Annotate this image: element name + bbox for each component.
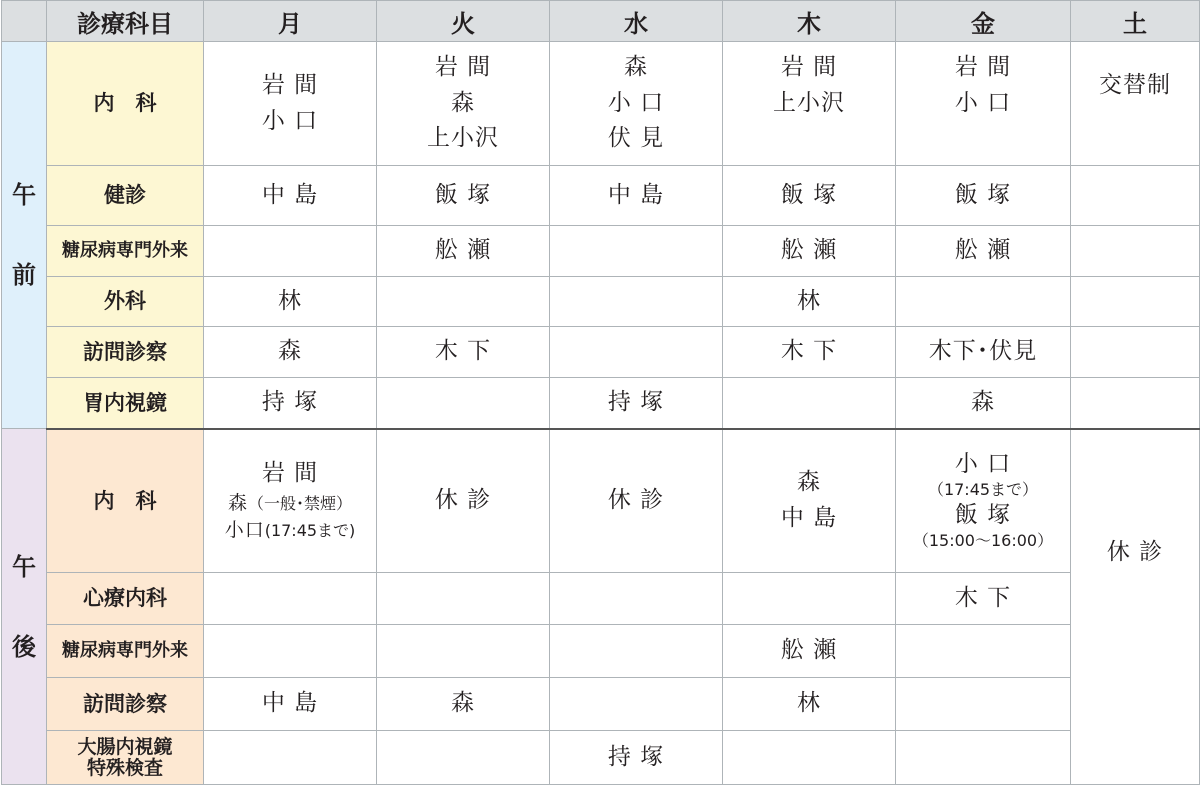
am-naika-sat: 交替制 — [1071, 42, 1200, 166]
am-homon-sat — [1071, 327, 1200, 378]
dept-pm-naika: 内 科 — [47, 429, 204, 573]
dept-am-kenshin: 健診 — [47, 166, 204, 226]
header-day-tue: 火 — [377, 1, 550, 42]
pm-tonyo-mon — [204, 625, 377, 678]
dept-am-naika: 内 科 — [47, 42, 204, 166]
dept-am-geka: 外科 — [47, 277, 204, 327]
pm-shinryo-fri: 木 下 — [896, 573, 1071, 625]
pm-tonyo-tue — [377, 625, 550, 678]
am-kenshin-row — [2, 166, 1200, 226]
am-kenshin-thu: 飯 塚 — [723, 166, 896, 226]
pm-tonyo-row — [2, 625, 1200, 678]
am-homon-thu: 木 下 — [723, 327, 896, 378]
pm-homon-thu: 林 — [723, 678, 896, 731]
am-geka-mon: 林 — [204, 277, 377, 327]
am-inaishi-thu — [723, 378, 896, 429]
am-homon-tue: 木 下 — [377, 327, 550, 378]
am-kenshin-fri: 飯 塚 — [896, 166, 1071, 226]
am-tonyo-fri: 舩 瀬 — [896, 226, 1071, 277]
am-kenshin-mon: 中 島 — [204, 166, 377, 226]
pm-daicho-wed: 持 塚 — [550, 731, 723, 785]
pm-naika-wed: 休 診 — [550, 429, 723, 573]
pm-homon-fri — [896, 678, 1071, 731]
pm-homon-wed — [550, 678, 723, 731]
am-inaishi-wed: 持 塚 — [550, 378, 723, 429]
am-naika-thu: 岩 間 上小沢 — [723, 42, 896, 166]
pm-shinryo-mon — [204, 573, 377, 625]
pm-daicho-mon — [204, 731, 377, 785]
pm-naika-mon: 岩 間 森（一般･禁煙） 小口(17:45まで) — [204, 429, 377, 573]
am-geka-sat — [1071, 277, 1200, 327]
dept-pm-daicho: 大腸内視鏡 特殊検査 — [47, 731, 204, 785]
pm-daicho-tue — [377, 731, 550, 785]
am-geka-thu: 林 — [723, 277, 896, 327]
dept-am-tonyo: 糖尿病専門外来 — [47, 226, 204, 277]
dept-am-inaishi: 胃内視鏡 — [47, 378, 204, 429]
pm-sat-cell: 休 診 — [1071, 429, 1200, 785]
header-day-mon: 月 — [204, 1, 377, 42]
pm-homon-row — [2, 678, 1200, 731]
am-naika-row — [2, 42, 1200, 166]
am-homon-wed — [550, 327, 723, 378]
am-kenshin-tue: 飯 塚 — [377, 166, 550, 226]
am-naika-fri: 岩 間 小 口 — [896, 42, 1071, 166]
am-geka-wed — [550, 277, 723, 327]
pm-naika-tue: 休 診 — [377, 429, 550, 573]
am-tonyo-mon — [204, 226, 377, 277]
header-day-fri: 金 — [896, 1, 1071, 42]
pm-daicho-thu — [723, 731, 896, 785]
pm-daicho-fri — [896, 731, 1071, 785]
am-naika-wed: 森 小 口 伏 見 — [550, 42, 723, 166]
am-tonyo-sat — [1071, 226, 1200, 277]
pm-homon-tue: 森 — [377, 678, 550, 731]
dept-pm-tonyo: 糖尿病専門外来 — [47, 625, 204, 678]
am-geka-row — [2, 277, 1200, 327]
pm-shinryo-row — [2, 573, 1200, 625]
am-tonyo-row — [2, 226, 1200, 277]
am-tonyo-thu: 舩 瀬 — [723, 226, 896, 277]
header-day-thu: 木 — [723, 1, 896, 42]
am-geka-tue — [377, 277, 550, 327]
am-naika-tue: 岩 間 森 上小沢 — [377, 42, 550, 166]
am-tonyo-wed — [550, 226, 723, 277]
session-pm-label: 午 後 — [2, 429, 47, 785]
corner-cell — [2, 1, 47, 42]
am-homon-mon: 森 — [204, 327, 377, 378]
pm-homon-mon: 中 島 — [204, 678, 377, 731]
pm-shinryo-thu — [723, 573, 896, 625]
header-day-sat: 土 — [1071, 1, 1200, 42]
pm-daicho-row — [2, 731, 1200, 785]
am-inaishi-row — [2, 378, 1200, 429]
dept-am-homon: 訪問診察 — [47, 327, 204, 378]
pm-tonyo-thu: 舩 瀬 — [723, 625, 896, 678]
header-day-wed: 水 — [550, 1, 723, 42]
am-inaishi-mon: 持 塚 — [204, 378, 377, 429]
session-am-label: 午 前 — [2, 42, 47, 429]
header-department: 診療科目 — [47, 1, 204, 42]
pm-shinryo-wed — [550, 573, 723, 625]
am-kenshin-wed: 中 島 — [550, 166, 723, 226]
pm-tonyo-fri — [896, 625, 1071, 678]
am-geka-fri — [896, 277, 1071, 327]
dept-pm-homon: 訪問診察 — [47, 678, 204, 731]
am-inaishi-fri: 森 — [896, 378, 1071, 429]
pm-tonyo-wed — [550, 625, 723, 678]
header-row — [2, 1, 1200, 42]
am-tonyo-tue: 舩 瀬 — [377, 226, 550, 277]
am-naika-mon: 岩 間 小 口 — [204, 42, 377, 166]
pm-naika-thu: 森 中 島 — [723, 429, 896, 573]
pm-naika-row — [2, 429, 1200, 573]
am-homon-row — [2, 327, 1200, 378]
dept-pm-shinryo: 心療内科 — [47, 573, 204, 625]
am-kenshin-sat — [1071, 166, 1200, 226]
am-homon-fri: 木下･伏見 — [896, 327, 1071, 378]
schedule-table — [1, 0, 1200, 785]
pm-naika-fri: 小 口 （17:45まで） 飯 塚 （15:00〜16:00） — [896, 429, 1071, 573]
am-inaishi-tue — [377, 378, 550, 429]
am-inaishi-sat — [1071, 378, 1200, 429]
pm-shinryo-tue — [377, 573, 550, 625]
